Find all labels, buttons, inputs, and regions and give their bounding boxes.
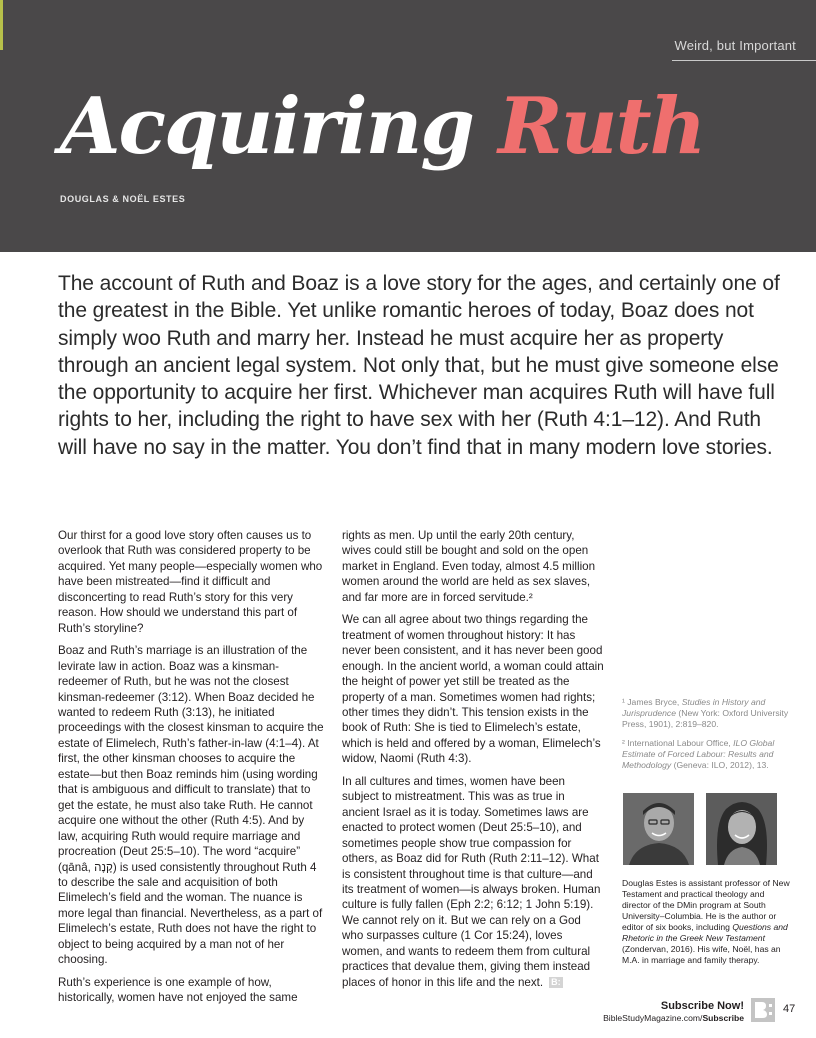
portrait-woman-image — [706, 793, 777, 865]
body-paragraph: Ruth’s experience is one example of how, historically, women have not enjoyed the same — [58, 975, 298, 1005]
body-paragraph-text: In all cultures and times, women have been subject to mistreatment. This was as true in ancient Israel as it is today. Sometimes laws are enacted to protect women (Deut 25:5–10), and sometimes people show true compassion for others, as Boaz did for Ruth (Ruth 2:11–12). What is consistent throughout time is that culture—and its treatment of women—is always broken. Human culture is fully fallen (Eph 2:2; 6:12; 1 John 5:19). We cannot rely on it. But we can rely on a God who surpasses culture (1 Cor 15:24), loves women, and wants to redeem them from cultural practices that devalue them, giving them instead places of honor in this life and the next. — [342, 774, 601, 989]
body-paragraph — [342, 774, 604, 990]
section-label: Weird, but Important — [674, 38, 796, 53]
body-column-1 — [58, 528, 326, 1013]
body-paragraph: We can all agree about two things regarding the treatment of women throughout history: It has never been consistent, and it has never been good enough. In the ancient world, a woman could attain the height of power yet still be treated as the property of a man. Sometimes women had rights; other times they didn’t. This tension exists in the book of Ruth: She is tied to Elimelech’s estate, which is held and offered by a woman, Elimelech’s widow, Naomi (Ruth 4:3). — [342, 613, 604, 766]
byline: DOUGLAS & NOËL ESTES — [60, 194, 186, 204]
page-number: 47 — [783, 1003, 796, 1015]
subscribe-block — [603, 1000, 744, 1024]
subscribe-now-label[interactable]: Subscribe Now! — [660, 1000, 744, 1012]
lead-paragraph: The account of Ruth and Boaz is a love story for the ages, and certainly one of the greatest in the Bible. Yet unlike romantic heroes of today, Boaz does not simply woo Ruth and marry her. Instead he must acquire her as property through an ancient legal system. Not only that, but he must give someone else the opportunity to acquire her first. Whichever man acquires Ruth will have full rights to her, including the right to have sex with her (Ruth 4:1–12). And Ruth will have no say in the matter. You don’t find that in many modern love stories. — [58, 272, 780, 459]
accent-stripe — [0, 0, 3, 50]
bio-book-title: Questions and Rhetoric in the Greek New Testament — [622, 922, 788, 943]
body-paragraph: rights as men. Up until the early 20th century, wives could still be bought and sold on the open market in England. Even today, almost 4.5 million women around the world are held as sex slaves, and far more are in forced servitude.² — [342, 529, 596, 604]
article-title — [60, 81, 705, 172]
footnote-1-pre: ¹ James Bryce, — [622, 697, 682, 707]
author-photo-noel — [706, 793, 777, 865]
footnote-2-post: (Geneva: ILO, 2012), 13. — [671, 760, 769, 770]
footnote-1-post: (New York: Oxford University Press, 1901), 2:819–820. — [622, 708, 789, 729]
body-paragraph: Our thirst for a good love story often causes us to overlook that Ruth was considered property to be acquired. Yet many people—especially women who have been mistreated—find it difficult and disconcerting to read Ruth’s story for this very reason. How should we understand this part of Ruth’s storyline? — [58, 529, 323, 635]
magazine-logo — [751, 998, 775, 1022]
portrait-man-image — [623, 793, 694, 865]
author-bio — [622, 878, 790, 966]
footnote-1-title: Studies in History and Jurisprudence — [622, 697, 766, 718]
body-paragraph: Boaz and Ruth’s marriage is an illustration of the levirate law in action. Boaz was a kinsman-redeemer of Ruth, but he was not the closest kinsman-redeemer (3:12). When Boaz decided he wanted to redeem Ruth (3:13), he initiated proceedings with the closest kinsman to acquire the estate of Elimelech, Ruth’s father-in-law (4:1–4). At first, the other kinsman chooses to acquire the estate—but then Boaz reminds him (using wording that is ambiguous and difficult to translate) that to get the estate, he must also take Ruth. He cannot acquire one without the other (Ruth 4:5). And by law, acquiring Ruth would require marriage and procreation (Deut 25:5–10). The word “acquire” (qānâ, קָנָה) is used consistently throughout Ruth 4 to describe the sale and acquisition of both Elimelech’s field and the woman. The nuance is more legal than financial. Nevertheless, as a part of Elimelech’s estate, Ruth does not have the right to object to being acquired by a man not of her choosing. — [58, 644, 324, 967]
bio-text-post: (Zondervan, 2016). His wife, Noël, has an M.A. in marriage and family therapy. — [622, 944, 781, 965]
bio-text-pre: Douglas Estes is assistant professor of New Testament and practical theology and director of the DMin program at South University–Columbia. He is the author or editor of six books, including — [622, 878, 790, 932]
footnote-2 — [622, 738, 790, 771]
bsm-logo-icon — [751, 998, 775, 1022]
title-banner — [0, 0, 816, 252]
footnote-2-pre: ² International Labour Office, — [622, 738, 734, 748]
footnote-2-title: ILO Global Estimate of Forced Labour: Results and Methodology — [622, 738, 775, 770]
footnote-1 — [622, 697, 790, 730]
subscribe-url[interactable] — [603, 1013, 744, 1024]
title-part-2: Ruth — [498, 81, 705, 172]
end-mark: B: — [551, 977, 561, 988]
title-part-1: Acquiring — [60, 81, 499, 172]
subscribe-url-prefix: BibleStudyMagazine.com/ — [603, 1013, 703, 1023]
section-rule — [672, 60, 816, 61]
body-column-2 — [342, 528, 604, 997]
author-photo-douglas — [623, 793, 694, 865]
subscribe-url-suffix: Subscribe — [702, 1013, 744, 1023]
footnotes — [622, 697, 790, 779]
